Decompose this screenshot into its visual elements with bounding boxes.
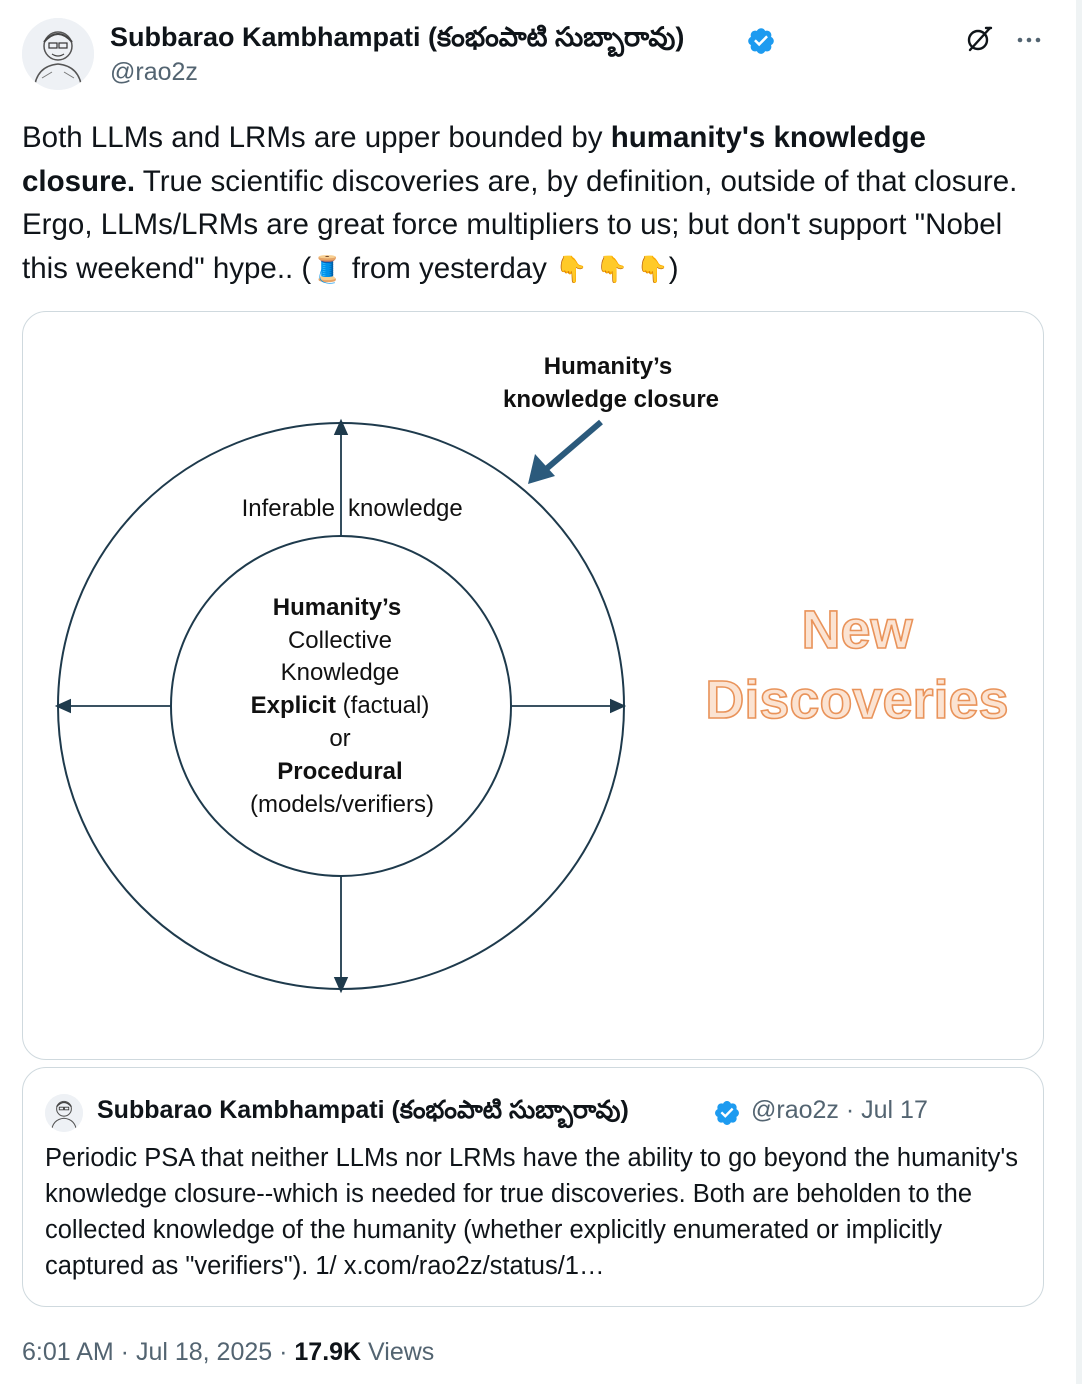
- quoted-tweet-text: Periodic PSA that neither LLMs nor LRMs have the ability to go beyond the humanity's knowledge closure--which is needed for true discoveries. Both are beholden to the collected knowledge of the humanity (whether explicitly enumerated or implicitly captured as "verifiers"). 1/ x.com/rao2z/status/1…: [45, 1144, 1018, 1280]
- inner-label-line1: Humanity’s: [272, 594, 402, 621]
- knowledge-closure-diagram: [23, 312, 1043, 1059]
- avatar-sketch-icon: [45, 1094, 83, 1132]
- tweet-text-part: from yesterday: [343, 251, 556, 285]
- closure-pointer-arrow: [545, 422, 601, 470]
- inferable-label-right: knowledge: [348, 495, 463, 522]
- closure-label-line1: Humanity’s: [543, 353, 673, 380]
- inner-label-line7: (models/verifiers): [249, 791, 435, 818]
- inferable-label-left: Inferable: [241, 495, 335, 522]
- inner-label-line4: [251, 692, 430, 719]
- thread-emoji-icon: 🧵: [311, 254, 344, 285]
- tweet-media-image[interactable]: [22, 311, 1044, 1060]
- tweet-text-part: True scientific discoveries are, by definition, outside of that closure. Ergo, LLMs/LRMs are great force multipliers to us; but don't support "Nobel this weekend" hype.. (: [22, 164, 1018, 285]
- more-icon[interactable]: [1012, 22, 1046, 56]
- new-discoveries-line2: Discoveries: [705, 670, 1009, 730]
- quoted-author-name[interactable]: Subbarao Kambhampati (కంభంపాటి సుబ్బారావు): [97, 1096, 629, 1124]
- inner-label-factual: (factual): [335, 692, 430, 719]
- closure-label-line2: knowledge closure: [502, 386, 720, 413]
- tweet-text-part: Both LLMs and LRMs are upper bounded by: [22, 121, 611, 154]
- inner-label-line3: Knowledge: [280, 659, 400, 686]
- inner-label-explicit: Explicit: [250, 692, 336, 719]
- quoted-tweet[interactable]: [22, 1067, 1044, 1307]
- new-discoveries-line1: New: [801, 600, 913, 660]
- grok-icon[interactable]: [962, 22, 996, 56]
- closure-pointer-arrowhead: [528, 454, 555, 484]
- avatar-sketch-icon: [22, 18, 94, 90]
- inner-label-line5: or: [329, 725, 351, 752]
- views-count: 17.9K: [294, 1338, 362, 1366]
- inner-label-line6: Procedural: [277, 758, 403, 785]
- tweet-header: [22, 18, 1042, 92]
- verified-badge-icon: [713, 1099, 741, 1127]
- tweet-text-bold: humanity's knowledge closure.: [22, 121, 926, 198]
- author-avatar[interactable]: [22, 18, 94, 90]
- author-name[interactable]: Subbarao Kambhampati (కంభంపాటి సుబ్బారావు): [110, 22, 685, 52]
- views-label: Views: [361, 1338, 435, 1366]
- inner-label-line2: Collective: [287, 627, 393, 654]
- tweet-text-part: ): [668, 251, 679, 285]
- pointing-down-emoji-icon: 👇 👇 👇: [555, 254, 669, 285]
- tweet-timestamp[interactable]: 6:01 AM · Jul 18, 2025 ·: [22, 1338, 295, 1366]
- quoted-handle-date[interactable]: @rao2z · Jul 17: [751, 1096, 928, 1124]
- tweet-text: [22, 116, 1032, 292]
- column-border: [1076, 0, 1082, 1384]
- author-handle[interactable]: @rao2z: [110, 58, 198, 86]
- quoted-author-avatar[interactable]: [45, 1094, 83, 1132]
- tweet-footer: [22, 1338, 434, 1367]
- verified-badge-icon: [746, 26, 776, 56]
